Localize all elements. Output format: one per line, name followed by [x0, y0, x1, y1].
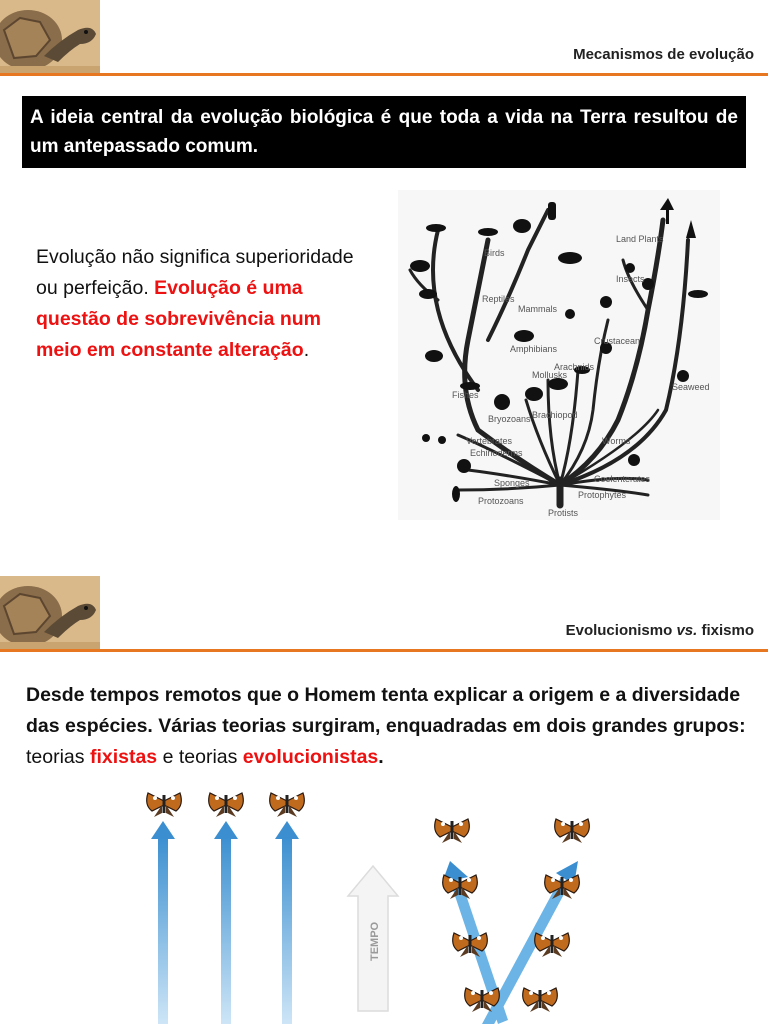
label-coelenterates: Coelenterates — [594, 474, 651, 484]
label-crustacean: Crustacean — [594, 336, 641, 346]
label-protists: Protists — [548, 508, 579, 518]
teorias-1: teorias — [26, 746, 90, 768]
label-reptiles: Reptiles — [482, 294, 515, 304]
intro-bold: Desde tempos remotos que o Homem tenta explicar a origem e a diversidade das espécies. Várias teorias surgiram, enquadradas em dois grandes grupos: — [26, 684, 746, 737]
label-fishes: Fishes — [452, 390, 479, 400]
central-idea-banner: A ideia central da evolução biológica é que toda a vida na Terra resultou de um antepassado comum. — [22, 96, 746, 168]
label-worms: Worms — [602, 436, 631, 446]
label-brachiopod: Brachiopod — [532, 410, 578, 420]
intro-paragraph — [26, 680, 756, 773]
tempo-label: TEMPO — [369, 921, 381, 961]
time-arrow — [348, 866, 398, 1011]
section-title — [566, 622, 754, 639]
evolution-red-text: Evolução é uma questão de sobrevivência num meio em constante alteração — [36, 277, 322, 361]
e-teorias: e teorias — [157, 746, 243, 768]
fixism-butterflies-top — [147, 793, 305, 817]
label-insects: Insects — [616, 274, 645, 284]
label-seaweed: Seaweed — [672, 382, 710, 392]
tree-of-life-diagram — [398, 190, 720, 520]
label-arachnids: Arachnids — [554, 362, 595, 372]
label-vertebrates: Vertebrates — [466, 436, 513, 446]
fixism-arrows — [151, 821, 299, 1024]
label-protozoans: Protozoans — [478, 496, 524, 506]
label-bryozoans: Bryozoans — [488, 414, 531, 424]
label-mollusks: Mollusks — [532, 370, 568, 380]
label-protophytes: Protophytes — [578, 490, 627, 500]
intro-end-punct: . — [378, 746, 384, 768]
section-title-vs: vs. — [676, 622, 698, 639]
slide-evolucionismo — [0, 576, 768, 1024]
slide-gap — [0, 548, 768, 576]
evolution-explanation — [36, 242, 356, 366]
label-sponges: Sponges — [494, 478, 530, 488]
section-title: Mecanismos de evolução — [573, 46, 754, 63]
evolucionistas-word: evolucionistas — [242, 746, 379, 768]
section-title-pre: Evolucionismo — [565, 622, 677, 639]
section-title-post: fixismo — [697, 622, 754, 639]
fixism-evolutionism-figure — [120, 791, 620, 1024]
label-mammals: Mammals — [518, 304, 558, 314]
label-echinoderms: Echinoderms — [470, 448, 523, 458]
label-birds: Birds — [484, 248, 505, 258]
tortoise-logo — [0, 0, 100, 76]
tortoise-logo — [0, 576, 100, 652]
label-land-plants: Land Plants — [616, 234, 664, 244]
label-amphibians: Amphibians — [510, 344, 558, 354]
fixistas-word: fixistas — [89, 746, 158, 768]
orange-divider — [0, 73, 768, 76]
evolution-normal-text: Evolução não significa superioridade ou perfeição. — [36, 246, 354, 299]
evolution-end-punct: . — [303, 339, 310, 361]
orange-divider — [0, 649, 768, 652]
